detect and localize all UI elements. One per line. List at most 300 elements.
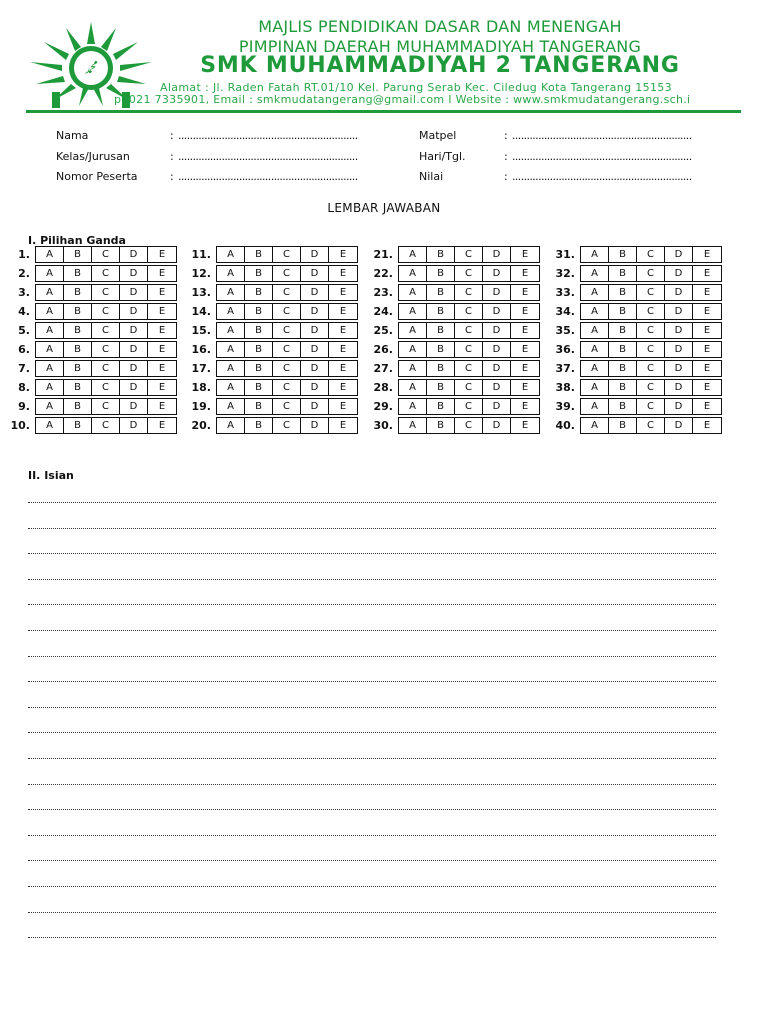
field-blank-hari-tgl[interactable]: .............................................................. [512,150,692,163]
option-cell[interactable]: D [665,323,693,338]
answer-line[interactable] [28,528,716,529]
option-cell[interactable]: E [158,344,166,355]
answer-row [189,322,369,341]
option-cell[interactable]: D [301,266,329,281]
option-cell[interactable]: A [581,399,609,414]
option-cell[interactable]: A [581,380,609,395]
option-cell[interactable]: A [399,266,427,281]
option-cell[interactable]: D [483,399,511,414]
option-cell[interactable]: E [703,344,711,355]
option-box [216,322,358,339]
option-cell[interactable]: E [521,420,529,431]
option-cell[interactable]: C [273,380,301,395]
question-number: 25. [373,324,393,337]
answer-row [371,341,551,360]
option-box [398,246,540,263]
option-cell[interactable]: D [665,361,693,376]
option-cell[interactable]: C [273,361,301,376]
option-cell[interactable]: B [64,380,92,395]
option-cell[interactable]: B [609,399,637,414]
option-cell[interactable]: C [637,285,665,300]
option-cell[interactable]: A [217,285,245,300]
question-number: 32. [555,267,575,280]
option-cell[interactable]: A [217,399,245,414]
option-cell[interactable]: A [217,380,245,395]
option-cell[interactable]: B [64,266,92,281]
option-cell[interactable]: C [637,266,665,281]
option-cell[interactable]: A [399,418,427,433]
option-cell[interactable]: D [120,304,148,319]
answer-row [371,303,551,322]
answer-line[interactable] [28,784,716,785]
option-cell[interactable]: B [245,266,273,281]
option-cell[interactable]: D [120,342,148,357]
answer-line[interactable] [28,732,716,733]
option-cell[interactable]: D [120,418,148,433]
option-cell[interactable]: E [339,420,347,431]
option-cell[interactable]: C [273,266,301,281]
option-cell[interactable]: A [217,361,245,376]
answer-line[interactable] [28,604,716,605]
option-cell[interactable]: D [665,285,693,300]
question-number: 40. [555,419,575,432]
answer-line[interactable] [28,553,716,554]
answer-line[interactable] [28,502,716,503]
answer-row [553,265,733,284]
option-cell[interactable]: B [245,380,273,395]
option-cell[interactable]: D [665,380,693,395]
option-cell[interactable]: C [637,418,665,433]
option-cell[interactable]: B [64,285,92,300]
option-cell[interactable]: C [92,266,120,281]
question-number: 35. [555,324,575,337]
option-cell[interactable]: E [703,306,711,317]
option-box [216,265,358,282]
option-cell[interactable]: E [521,382,529,393]
option-cell[interactable]: C [455,418,483,433]
answer-line[interactable] [28,681,716,682]
answer-row [189,379,369,398]
option-cell[interactable]: A [399,380,427,395]
option-cell[interactable]: B [609,342,637,357]
option-box [35,265,177,282]
option-cell[interactable]: E [703,287,711,298]
option-cell[interactable]: D [483,418,511,433]
option-cell[interactable]: B [245,304,273,319]
option-cell[interactable]: B [64,418,92,433]
option-cell[interactable]: D [301,399,329,414]
option-cell[interactable]: D [301,323,329,338]
option-cell[interactable]: D [483,285,511,300]
page-title: LEMBAR JAWABAN [327,201,441,215]
option-cell[interactable]: E [339,249,347,260]
option-box [580,265,722,282]
option-cell[interactable]: A [217,418,245,433]
answer-row [553,303,733,322]
question-number: 9. [18,400,30,413]
answer-line[interactable] [28,937,716,938]
option-cell[interactable]: C [92,247,120,262]
option-cell[interactable]: D [301,247,329,262]
option-cell[interactable]: E [158,287,166,298]
option-box [398,417,540,434]
option-cell[interactable]: A [36,304,64,319]
option-cell[interactable]: B [245,342,273,357]
answer-line[interactable] [28,835,716,836]
option-cell[interactable]: B [609,266,637,281]
field-blank-nilai[interactable]: .............................................................. [512,170,692,183]
option-cell[interactable]: D [120,285,148,300]
option-cell[interactable]: A [36,418,64,433]
question-number: 22. [373,267,393,280]
option-cell[interactable]: E [339,287,347,298]
option-cell[interactable]: B [609,361,637,376]
option-cell[interactable]: C [92,418,120,433]
option-cell[interactable]: B [64,304,92,319]
option-cell[interactable]: E [521,287,529,298]
option-cell[interactable]: A [581,266,609,281]
option-cell[interactable]: B [609,247,637,262]
option-box [35,246,177,263]
option-cell[interactable]: B [609,285,637,300]
option-cell[interactable]: A [36,285,64,300]
option-cell[interactable]: D [483,247,511,262]
answer-row [553,360,733,379]
option-cell[interactable]: C [637,380,665,395]
answer-line[interactable] [28,860,716,861]
question-number: 13. [191,286,211,299]
option-cell[interactable]: E [339,382,347,393]
option-cell[interactable]: C [92,285,120,300]
option-cell[interactable]: E [158,249,166,260]
answer-row [8,246,188,265]
answer-row [189,265,369,284]
option-cell[interactable]: E [703,325,711,336]
option-box [580,379,722,396]
field-colon: : [170,150,174,163]
option-cell[interactable]: C [273,285,301,300]
option-box [398,265,540,282]
option-cell[interactable]: B [245,323,273,338]
field-blank-kelas[interactable]: .............................................................. [178,150,358,163]
option-cell[interactable]: A [399,247,427,262]
option-cell[interactable]: E [158,325,166,336]
option-cell[interactable]: B [427,285,455,300]
answer-row [8,417,188,436]
option-box [35,360,177,377]
field-colon: : [504,150,508,163]
option-cell[interactable]: B [609,323,637,338]
answer-line[interactable] [28,912,716,913]
option-cell[interactable]: C [455,304,483,319]
answer-line[interactable] [28,809,716,810]
option-cell[interactable]: A [217,323,245,338]
option-cell[interactable]: D [665,342,693,357]
option-cell[interactable]: C [637,323,665,338]
option-cell[interactable]: D [120,247,148,262]
field-label-nama: Nama [56,129,89,142]
option-box [580,246,722,263]
header-line-1: MAJLIS PENDIDIKAN DASAR DAN MENENGAH [258,17,622,36]
answer-row [553,322,733,341]
option-cell[interactable]: B [609,304,637,319]
answer-row [553,284,733,303]
option-cell[interactable]: E [339,363,347,374]
option-cell[interactable]: C [637,247,665,262]
question-number: 28. [373,381,393,394]
field-blank-nama[interactable]: .............................................................. [178,129,358,142]
option-cell[interactable]: B [427,342,455,357]
answer-row [8,284,188,303]
option-cell[interactable]: D [301,418,329,433]
answer-line[interactable] [28,579,716,580]
option-cell[interactable]: B [64,342,92,357]
option-box [580,417,722,434]
option-cell[interactable]: B [427,247,455,262]
option-cell[interactable]: D [483,342,511,357]
option-box [216,284,358,301]
option-cell[interactable]: B [427,418,455,433]
answer-row [8,341,188,360]
option-cell[interactable]: A [36,361,64,376]
option-cell[interactable]: E [521,325,529,336]
option-cell[interactable]: C [92,399,120,414]
option-cell[interactable]: E [158,363,166,374]
option-cell[interactable]: C [455,266,483,281]
answer-row [371,379,551,398]
option-cell[interactable]: E [703,268,711,279]
answer-row [189,341,369,360]
question-number: 2. [18,267,30,280]
option-cell[interactable]: B [609,380,637,395]
option-cell[interactable]: E [158,382,166,393]
answer-line[interactable] [28,656,716,657]
option-box [216,303,358,320]
question-number: 3. [18,286,30,299]
option-cell[interactable]: D [665,304,693,319]
option-cell[interactable]: E [339,306,347,317]
option-cell[interactable]: E [158,401,166,412]
option-cell[interactable]: C [455,323,483,338]
option-cell[interactable]: A [36,247,64,262]
field-blank-matpel[interactable]: .............................................................. [512,129,692,142]
question-number: 15. [191,324,211,337]
option-cell[interactable]: B [245,361,273,376]
field-blank-nomor-peserta[interactable]: .............................................................. [178,170,358,183]
option-cell[interactable]: D [483,323,511,338]
option-box [580,341,722,358]
option-cell[interactable]: D [120,361,148,376]
option-box [398,341,540,358]
answer-line[interactable] [28,886,716,887]
option-cell[interactable]: A [581,285,609,300]
question-number: 10. [10,419,30,432]
option-cell[interactable]: E [521,268,529,279]
option-cell[interactable]: B [427,266,455,281]
option-cell[interactable]: A [399,399,427,414]
option-cell[interactable]: C [455,380,483,395]
option-cell[interactable]: C [273,342,301,357]
option-cell[interactable]: E [339,325,347,336]
option-cell[interactable]: B [427,304,455,319]
option-cell[interactable]: D [301,342,329,357]
option-cell[interactable]: C [92,380,120,395]
option-cell[interactable]: E [339,401,347,412]
option-cell[interactable]: A [217,266,245,281]
option-cell[interactable]: D [301,304,329,319]
option-cell[interactable]: B [245,285,273,300]
option-box [216,246,358,263]
option-cell[interactable]: C [455,399,483,414]
option-cell[interactable]: D [665,418,693,433]
option-cell[interactable]: A [36,266,64,281]
option-cell[interactable]: D [665,266,693,281]
option-cell[interactable]: D [301,285,329,300]
question-number: 12. [191,267,211,280]
option-cell[interactable]: A [399,304,427,319]
option-cell[interactable]: D [483,266,511,281]
option-cell[interactable]: D [120,323,148,338]
answer-row [189,284,369,303]
answer-line[interactable] [28,758,716,759]
option-cell[interactable]: C [273,304,301,319]
header-divider [26,110,741,113]
option-cell[interactable]: A [36,342,64,357]
question-number: 18. [191,381,211,394]
option-cell[interactable]: C [273,399,301,414]
option-cell[interactable]: C [92,304,120,319]
option-cell[interactable]: A [581,247,609,262]
option-cell[interactable]: A [399,285,427,300]
option-cell[interactable]: A [581,304,609,319]
option-cell[interactable]: C [273,247,301,262]
option-cell[interactable]: C [637,342,665,357]
header-line-2: PIMPINAN DAERAH MUHAMMADIYAH TANGERANG [238,37,642,56]
option-cell[interactable]: A [36,323,64,338]
answer-row [553,341,733,360]
option-cell[interactable]: D [483,380,511,395]
option-cell[interactable]: B [427,361,455,376]
option-cell[interactable]: E [703,382,711,393]
option-cell[interactable]: E [158,420,166,431]
option-cell[interactable]: A [217,247,245,262]
option-cell[interactable]: C [637,304,665,319]
option-cell[interactable]: C [92,323,120,338]
option-box [216,341,358,358]
option-box [398,284,540,301]
option-cell[interactable]: B [245,418,273,433]
option-cell[interactable]: E [703,363,711,374]
option-box [398,398,540,415]
field-label-hari-tgl: Hari/Tgl. [419,150,466,163]
option-cell[interactable]: C [92,361,120,376]
option-cell[interactable]: C [455,247,483,262]
field-label-nilai: Nilai [419,170,444,183]
option-cell[interactable]: E [339,344,347,355]
option-cell[interactable]: D [665,399,693,414]
option-box [216,379,358,396]
option-cell[interactable]: B [427,380,455,395]
option-cell[interactable]: A [217,304,245,319]
answer-row [371,360,551,379]
option-cell[interactable]: A [36,399,64,414]
answer-row [371,398,551,417]
option-cell[interactable]: D [120,399,148,414]
option-cell[interactable]: A [399,361,427,376]
option-cell[interactable]: A [217,342,245,357]
option-cell[interactable]: D [301,361,329,376]
option-cell[interactable]: E [521,401,529,412]
option-cell[interactable]: B [64,361,92,376]
option-cell[interactable]: B [64,323,92,338]
option-cell[interactable]: A [399,342,427,357]
option-cell[interactable]: E [703,249,711,260]
option-cell[interactable]: A [581,323,609,338]
answer-row [8,303,188,322]
field-colon: : [504,170,508,183]
question-number: 8. [18,381,30,394]
option-cell[interactable]: D [665,247,693,262]
answer-column [553,246,733,436]
answer-row [189,303,369,322]
option-cell[interactable]: C [273,323,301,338]
answer-line[interactable] [28,630,716,631]
option-cell[interactable]: D [483,304,511,319]
option-cell[interactable]: A [581,418,609,433]
option-cell[interactable]: C [455,285,483,300]
option-cell[interactable]: E [703,401,711,412]
option-cell[interactable]: B [427,399,455,414]
option-cell[interactable]: C [455,361,483,376]
option-cell[interactable]: D [301,380,329,395]
field-label-kelas: Kelas/Jurusan [56,150,130,163]
option-cell[interactable]: D [120,266,148,281]
option-cell[interactable]: C [273,418,301,433]
option-cell[interactable]: E [521,249,529,260]
option-cell[interactable]: C [637,399,665,414]
school-name: SMK MUHAMMADIYAH 2 TANGERANG [200,53,680,78]
answer-line[interactable] [28,707,716,708]
answer-row [189,246,369,265]
option-cell[interactable]: A [581,361,609,376]
option-cell[interactable]: A [36,380,64,395]
option-cell[interactable]: C [92,342,120,357]
option-cell[interactable]: D [483,361,511,376]
option-cell[interactable]: B [64,247,92,262]
option-cell[interactable]: E [703,420,711,431]
option-cell[interactable]: E [521,344,529,355]
option-cell[interactable]: C [455,342,483,357]
option-box [580,398,722,415]
option-cell[interactable]: B [427,323,455,338]
option-cell[interactable]: B [245,247,273,262]
option-cell[interactable]: E [158,268,166,279]
option-cell[interactable]: B [245,399,273,414]
option-cell[interactable]: E [521,363,529,374]
option-cell[interactable]: D [120,380,148,395]
question-number: 39. [555,400,575,413]
answer-row [8,379,188,398]
option-cell[interactable]: B [609,418,637,433]
option-cell[interactable]: B [64,399,92,414]
option-cell[interactable]: A [581,342,609,357]
field-label-matpel: Matpel [419,129,457,142]
option-cell[interactable]: E [158,306,166,317]
option-cell[interactable]: E [521,306,529,317]
option-cell[interactable]: C [637,361,665,376]
option-cell[interactable]: A [399,323,427,338]
option-cell[interactable]: E [339,268,347,279]
